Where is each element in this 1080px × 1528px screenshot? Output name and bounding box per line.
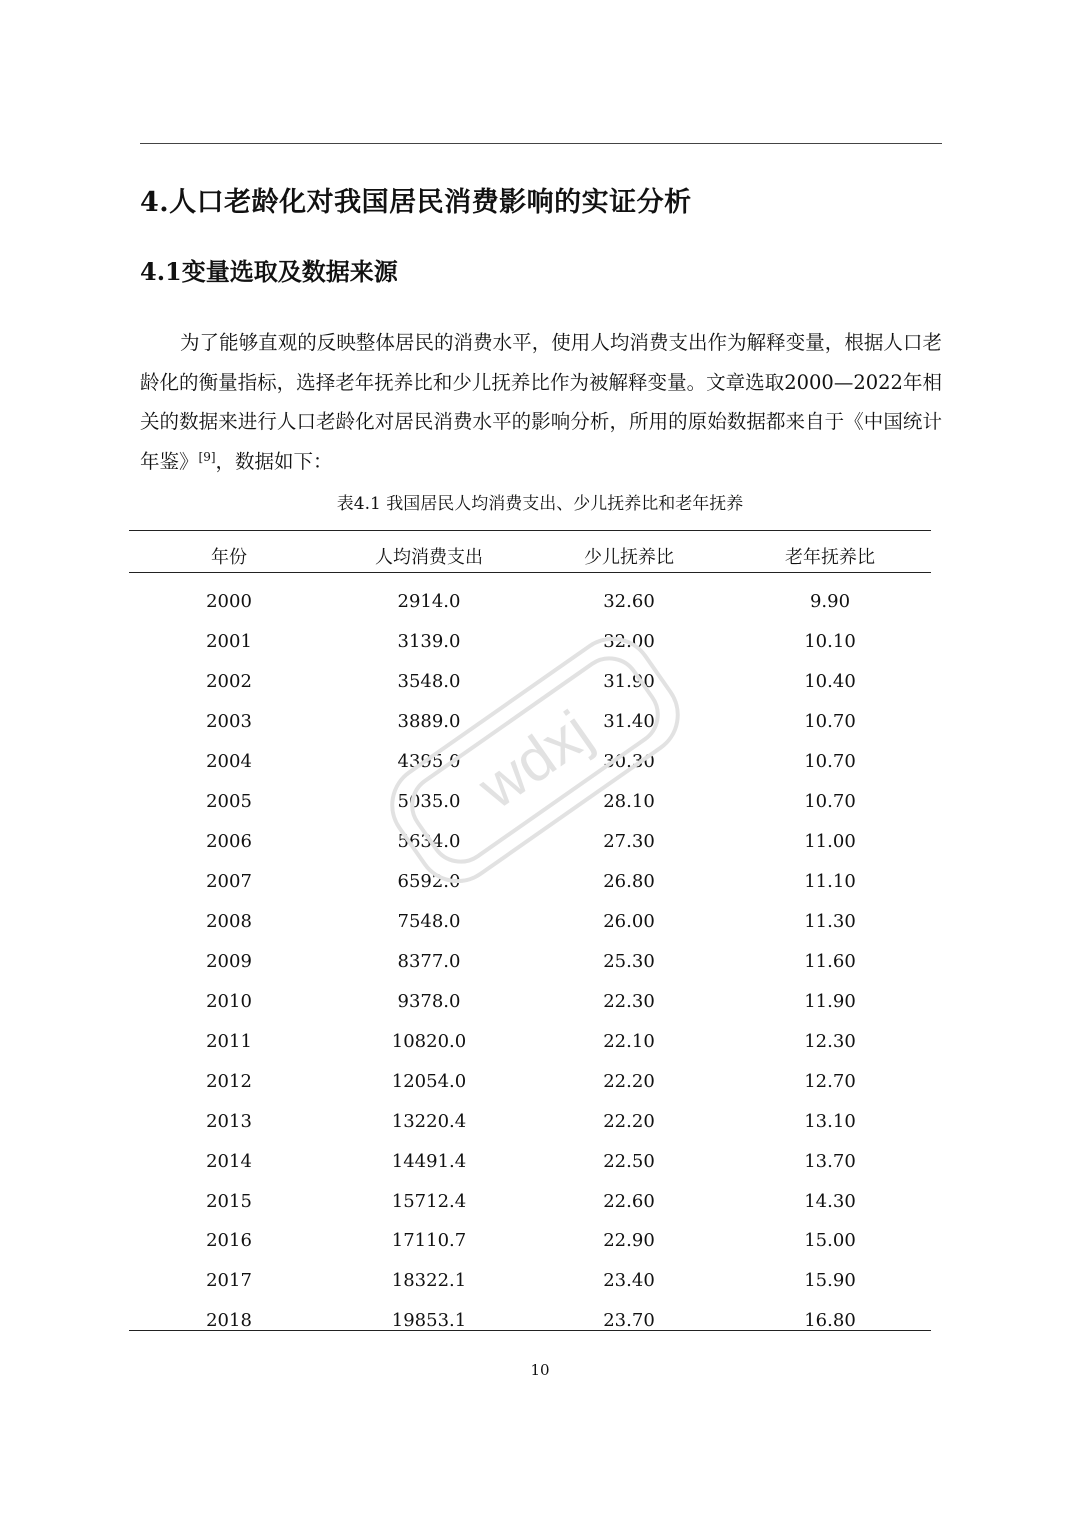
- cell-elderly-ratio: 9.90: [809, 591, 851, 613]
- cell-elderly-ratio: 15.00: [804, 1230, 856, 1252]
- cell-consumption: 19853.1: [391, 1310, 467, 1332]
- table-row: [129, 702, 931, 742]
- subsection-heading: 4.1变量选取及数据来源: [140, 257, 398, 286]
- cell-year: 2005: [206, 791, 252, 813]
- cell-child-ratio: 26.80: [603, 871, 655, 893]
- cell-elderly-ratio: 13.70: [804, 1150, 856, 1172]
- cell-child-ratio: 32.00: [603, 631, 655, 653]
- cell-elderly-ratio: 13.10: [804, 1110, 856, 1132]
- cell-year: 2010: [206, 990, 252, 1012]
- table-header-row: [129, 536, 931, 576]
- cell-child-ratio: 22.30: [603, 990, 655, 1012]
- cell-child-ratio: 27.30: [603, 831, 655, 853]
- cell-consumption: 5035.0: [397, 791, 461, 813]
- cell-child-ratio: 25.30: [603, 950, 655, 972]
- cell-year: 2013: [206, 1110, 252, 1132]
- data-table: [129, 536, 931, 1341]
- cell-elderly-ratio: 14.30: [804, 1190, 856, 1212]
- cell-elderly-ratio: 11.30: [804, 910, 856, 932]
- cell-child-ratio: 22.20: [603, 1110, 655, 1132]
- cell-child-ratio: 30.30: [603, 751, 655, 773]
- cell-child-ratio: 26.00: [603, 910, 655, 932]
- cell-year: 2001: [206, 631, 252, 653]
- paragraph-text: 为了能够直观的反映整体居民的消费水平，使用人均消费支出作为解释变量，根据人口老龄化的衡量指标，选择老年抚养比和少儿抚养比作为被解释变量。文章选取2000—2022年相关的数据来进行人口老龄化对居民消费水平的影响分析，所用的原始数据都来自于《中国统计年鉴》: [140, 331, 942, 473]
- table-row: [129, 622, 931, 662]
- citation-ref[interactable]: [9]: [198, 449, 216, 464]
- cell-elderly-ratio: 11.10: [804, 871, 856, 893]
- cell-child-ratio: 22.20: [603, 1070, 655, 1092]
- section-heading: 4.人口老龄化对我国居民消费影响的实证分析: [140, 187, 692, 218]
- cell-elderly-ratio: 10.70: [804, 711, 856, 733]
- cell-consumption: 14491.4: [391, 1150, 467, 1172]
- cell-year: 2012: [206, 1070, 252, 1092]
- table-row: [129, 1101, 931, 1141]
- paragraph-tail: ，数据如下：: [215, 449, 333, 473]
- column-header-elderly-ratio: 老年抚养比: [785, 547, 875, 568]
- cell-consumption: 3548.0: [397, 671, 461, 693]
- cell-year: 2003: [206, 711, 252, 733]
- cell-year: 2017: [206, 1270, 252, 1292]
- cell-year: 2004: [206, 751, 252, 773]
- table-row: [129, 662, 931, 702]
- cell-consumption: 9378.0: [397, 990, 461, 1012]
- watermark-text: wdxj: [466, 697, 604, 822]
- cell-consumption: 6592.0: [397, 871, 461, 893]
- table-row: [129, 822, 931, 862]
- cell-year: 2000: [206, 591, 252, 613]
- cell-child-ratio: 23.70: [603, 1310, 655, 1332]
- cell-elderly-ratio: 11.90: [804, 990, 856, 1012]
- cell-child-ratio: 32.60: [603, 591, 655, 613]
- cell-consumption: 10820.0: [391, 1030, 467, 1052]
- table-row: [129, 862, 931, 902]
- cell-elderly-ratio: 12.70: [804, 1070, 856, 1092]
- cell-elderly-ratio: 15.90: [804, 1270, 856, 1292]
- cell-child-ratio: 23.40: [603, 1270, 655, 1292]
- cell-child-ratio: 28.10: [603, 791, 655, 813]
- cell-elderly-ratio: 11.00: [804, 831, 856, 853]
- table-row: [129, 782, 931, 822]
- cell-elderly-ratio: 11.60: [804, 950, 856, 972]
- table-row: [129, 1021, 931, 1061]
- page-number: 10: [530, 1361, 550, 1379]
- cell-child-ratio: 22.10: [603, 1030, 655, 1052]
- cell-elderly-ratio: 10.70: [804, 751, 856, 773]
- cell-year: 2007: [206, 871, 252, 893]
- cell-elderly-ratio: 12.30: [804, 1030, 856, 1052]
- table-row: [129, 902, 931, 942]
- cell-year: 2011: [206, 1030, 252, 1052]
- cell-child-ratio: 22.90: [603, 1230, 655, 1252]
- body-paragraph: [140, 323, 942, 481]
- table-row: [129, 1301, 931, 1341]
- table-caption: 表4.1 我国居民人均消费支出、少儿抚养比和老年抚养: [336, 494, 744, 514]
- cell-consumption: 5634.0: [397, 831, 461, 853]
- table-row: [129, 582, 931, 622]
- cell-year: 2006: [206, 831, 252, 853]
- cell-consumption: 18322.1: [391, 1270, 467, 1292]
- cell-consumption: 13220.4: [391, 1110, 467, 1132]
- cell-year: 2002: [206, 671, 252, 693]
- table-body: [129, 576, 931, 1341]
- cell-child-ratio: 31.90: [603, 671, 655, 693]
- table-row: [129, 1061, 931, 1101]
- cell-year: 2014: [206, 1150, 252, 1172]
- cell-consumption: 12054.0: [391, 1070, 467, 1092]
- table-top-rule: [129, 530, 931, 531]
- cell-year: 2015: [206, 1190, 252, 1212]
- cell-year: 2008: [206, 910, 252, 932]
- table-row: [129, 1261, 931, 1301]
- table-row: [129, 941, 931, 981]
- cell-consumption: 4395.0: [397, 751, 461, 773]
- cell-consumption: 3139.0: [397, 631, 461, 653]
- cell-consumption: 8377.0: [397, 950, 461, 972]
- table-row: [129, 1221, 931, 1261]
- table-row: [129, 981, 931, 1021]
- cell-elderly-ratio: 10.40: [804, 671, 856, 693]
- table-row: [129, 1141, 931, 1181]
- column-header-consumption: 人均消费支出: [375, 547, 483, 568]
- column-header-child-ratio: 少儿抚养比: [584, 547, 674, 568]
- cell-elderly-ratio: 10.70: [804, 791, 856, 813]
- cell-year: 2016: [206, 1230, 252, 1252]
- cell-year: 2018: [206, 1310, 252, 1332]
- cell-consumption: 2914.0: [397, 591, 461, 613]
- cell-consumption: 17110.7: [391, 1230, 467, 1252]
- cell-child-ratio: 22.60: [603, 1190, 655, 1212]
- table-row: [129, 742, 931, 782]
- header-rule: [140, 143, 942, 144]
- cell-child-ratio: 22.50: [603, 1150, 655, 1172]
- cell-elderly-ratio: 10.10: [804, 631, 856, 653]
- cell-year: 2009: [206, 950, 252, 972]
- cell-consumption: 3889.0: [397, 711, 461, 733]
- cell-elderly-ratio: 16.80: [804, 1310, 856, 1332]
- cell-consumption: 7548.0: [397, 910, 461, 932]
- column-header-year: 年份: [211, 547, 247, 568]
- cell-child-ratio: 31.40: [603, 711, 655, 733]
- table-row: [129, 1181, 931, 1221]
- cell-consumption: 15712.4: [391, 1190, 467, 1212]
